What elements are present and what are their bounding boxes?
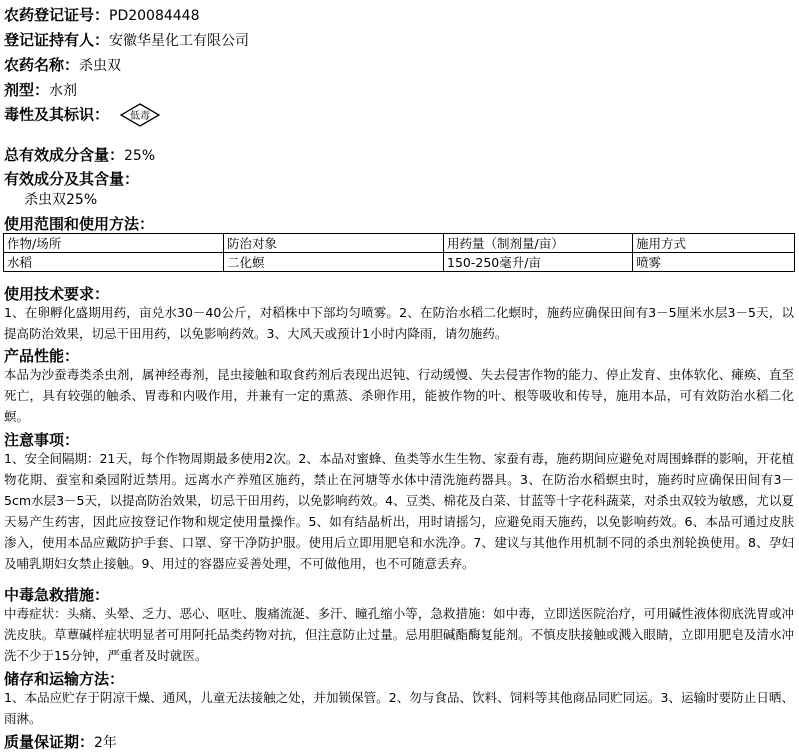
- performance-heading: 产品性能：: [4, 347, 80, 365]
- toxicity-label: 毒性及其标识：: [4, 105, 110, 124]
- precautions-text: 1、安全间隔期：21天，每个作物周期最多使用2次。2、本品对蜜蜂、鱼类等水生生物、家蚕有毒，施药期间应避免对周围蜂群的影响，开花植物花期、蚕室和桑园附近禁用。远离水产养殖区施药，禁止在河塘等水体中清洗施药器具。3、在防治水稻螟虫时，施药时应确保田间有3－5cm水层3－5天，以提高防治效果，切忌干田用药，以免影响药效。4、豆类、棉花及白菜、甘蓝等十字花科蔬菜，对杀虫双较为敏感，尤以夏天易产生药害，因此应按登记作物和规定使用量操作。5、如有结晶析出，用时请摇匀，应避免雨天施药，以免影响药效。6、本品可通过皮肤渗入，使用本品应戴防护手套、口罩、穿干净防护服。使用后立即用肥皂和水洗净。7、建议与其他作用机制不同的杀虫剂轮换使用。8、孕妇及哺乳期妇女禁止接触。9、用过的容器应妥善处理，不可做他用，也不可随意丢弃。: [4, 451, 794, 571]
- toxicity-row: [4, 103, 160, 127]
- registration-value: PD20084448: [109, 8, 200, 24]
- toxicity-badge-text: 低毒: [130, 111, 151, 122]
- name-row: [4, 54, 121, 75]
- table-cell: 150-250毫升/亩: [444, 253, 633, 272]
- precautions-heading: 注意事项：: [4, 431, 80, 449]
- low-toxicity-icon: [120, 103, 160, 127]
- technique-heading: 使用技术要求：: [4, 285, 110, 303]
- usage-table: [3, 233, 795, 272]
- performance-text: 本品为沙蚕毒类杀虫剂，属神经毒剂，昆虫接触和取食药剂后表现出迟钝、行动缓慢、失去侵害作物的能力、停止发育、虫体软化、瘫痪、直至死亡，具有较强的触杀、胃毒和内吸作用，并兼有一定的熏蒸、杀卵作用，能被作物的叶、根等吸收和传导，施用本品，可有效防治水稻二化螟。: [4, 367, 794, 424]
- total-content-row: [4, 144, 155, 165]
- first-aid-heading: 中毒急救措施：: [4, 586, 110, 604]
- ingredients-value: 杀虫双25%: [24, 192, 98, 208]
- total-content-label: 总有效成分含量：: [4, 146, 125, 164]
- ingredients-value-row: [24, 189, 97, 209]
- holder-label: 登记证持有人：: [4, 31, 110, 49]
- ingredients-label: 有效成分及其含量：: [4, 170, 140, 188]
- name-value: 杀虫双: [79, 58, 122, 74]
- table-header-cell: 用药量（制剂量/亩）: [444, 234, 633, 253]
- holder-row: [4, 29, 249, 50]
- name-label: 农药名称：: [4, 56, 80, 74]
- warranty-row: [4, 731, 117, 752]
- warranty-label: 质量保证期：: [4, 733, 95, 751]
- usage-heading: 使用范围和使用方法：: [4, 215, 155, 233]
- technique-text: 1、在卵孵化盛期用药，亩兑水30－40公斤，对稻株中下部均匀喷雾。2、在防治水稻二化螟时，施药应确保田间有3－5厘米水层3－5天，以提高防治效果，切忌干田用药，以免影响药效。3、大风天或预计1小时内降雨，请勿施药。: [4, 305, 794, 341]
- warranty-value: 2年: [94, 735, 117, 751]
- storage-text: 1、本品应贮存于阴凉干燥、通风，儿童无法接触之处，并加锁保管。2、勿与食品、饮料、饲料等其他商品同贮同运。3、运输时要防止日晒、雨淋。: [4, 690, 794, 726]
- storage-heading: 储存和运输方法：: [4, 670, 125, 688]
- formulation-label: 剂型：: [4, 81, 50, 99]
- table-cell: 水稻: [4, 253, 224, 272]
- total-content-value: 25%: [124, 148, 156, 164]
- first-aid-text: 中毒症状：头痛、头晕、乏力、恶心、呕吐、腹痛流涎、多汗、瞳孔缩小等，急救措施：如中毒，立即送医院治疗，可用碱性液体彻底洗胃或冲洗皮肤。草蕈碱样症状明显者可用阿托品类药物对抗，但注意防止过量。忌用胆碱酯酶复能剂。不慎皮肤接触或溅入眼睛，立即用肥皂及清水冲洗不少于15分钟，严重者及时就医。: [4, 606, 794, 663]
- registration-row: [4, 4, 200, 25]
- table-cell: 二化螟: [224, 253, 444, 272]
- table-header-row: [4, 234, 795, 253]
- table-cell: 喷雾: [633, 253, 795, 272]
- table-row: [4, 253, 795, 272]
- ingredients-label-row: [4, 168, 139, 189]
- table-header-cell: 作物/场所: [4, 234, 224, 253]
- table-header-cell: 防治对象: [224, 234, 444, 253]
- holder-value: 安徽华星化工有限公司: [109, 33, 250, 49]
- formulation-row: [4, 79, 77, 100]
- table-header-cell: 施用方式: [633, 234, 795, 253]
- registration-label: 农药登记证号：: [4, 6, 110, 24]
- formulation-value: 水剂: [49, 83, 78, 99]
